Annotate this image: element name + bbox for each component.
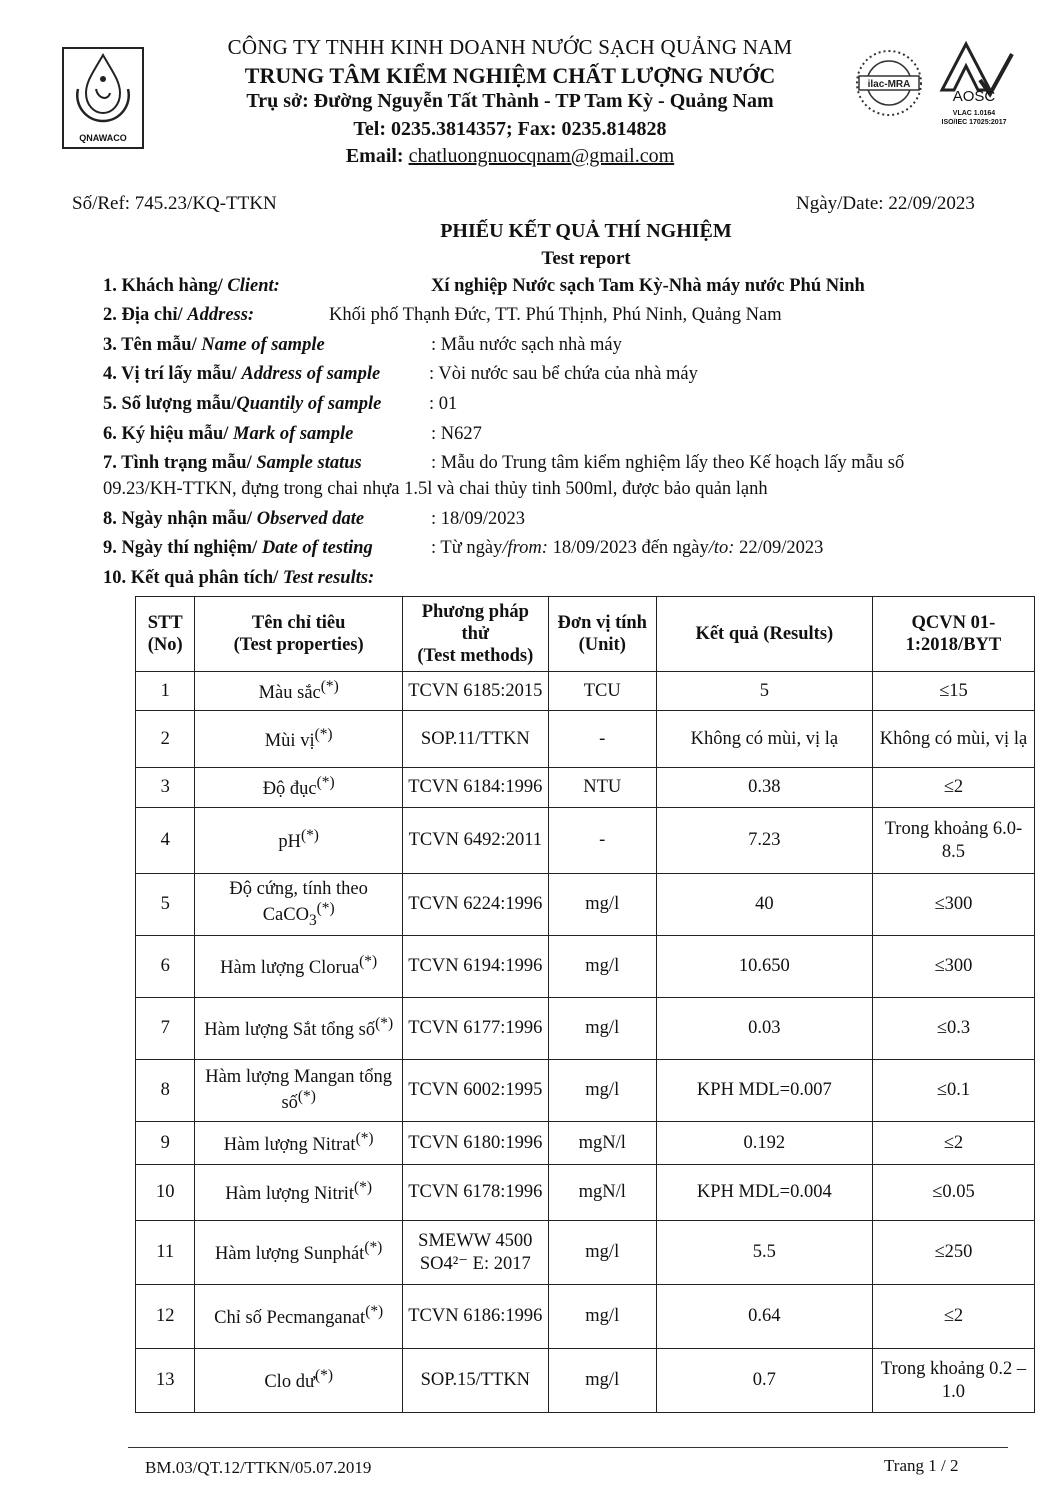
sample-status-value: : Mẫu do Trung tâm kiểm nghiệm lấy theo Kế hoạch lấy mẫu số — [431, 453, 905, 473]
sample-quantity-value: : 01 — [429, 394, 458, 414]
row-limit: ≤2 — [872, 768, 1034, 808]
row-result: 0.64 — [656, 1285, 872, 1349]
results-table — [135, 596, 1035, 1413]
row-name: Clo dư(*) — [195, 1349, 402, 1413]
report-title: PHIẾU KẾT QUẢ THÍ NGHIỆM — [440, 220, 732, 242]
row-unit: mg/l — [548, 1285, 656, 1349]
sample-name-row — [103, 335, 622, 356]
accredited-mark: (*) — [316, 900, 335, 918]
row-method: TCVN 6180:1996 — [402, 1122, 548, 1165]
row-unit: - — [548, 711, 656, 768]
row-no: 11 — [136, 1221, 195, 1285]
row-name: Màu sắc(*) — [195, 672, 402, 711]
ilac-mra-logo — [853, 47, 925, 119]
header-standard: QCVN 01-1:2018/BYT — [872, 597, 1034, 672]
address-row — [103, 305, 782, 326]
table-row — [136, 1285, 1035, 1349]
reference-number: Số/Ref: 745.23/KQ-TTKN — [72, 193, 277, 214]
sample-mark-row — [103, 424, 482, 445]
row-unit: - — [548, 808, 656, 874]
table-row — [136, 672, 1035, 711]
sample-status-value-cont: 09.23/KH-TTKN, đựng trong chai nhựa 1.5l và chai thủy tinh 500ml, được bảo quản lạnh — [103, 479, 768, 499]
ilac-text: ilac-MRA — [867, 79, 911, 90]
observed-date-label: 8. Ngày nhận mẫu/ Observed date — [103, 509, 365, 529]
row-limit: ≤2 — [872, 1122, 1034, 1165]
row-method: SOP.15/TTKN — [402, 1349, 548, 1413]
row-no: 12 — [136, 1285, 195, 1349]
email-label: Email: — [345, 145, 409, 167]
row-result: 0.192 — [656, 1122, 872, 1165]
header-unit: Đơn vị tính (Unit) — [548, 597, 656, 672]
observed-date-value: : 18/09/2023 — [431, 509, 526, 529]
row-limit: ≤2 — [872, 1285, 1034, 1349]
form-code: BM.03/QT.12/TTKN/05.07.2019 — [145, 1458, 372, 1477]
table-header-row — [136, 597, 1035, 672]
accredited-mark: (*) — [354, 1179, 372, 1197]
accredited-mark: (*) — [314, 1367, 333, 1385]
row-result: 5 — [656, 672, 872, 711]
testing-date-label: 9. Ngày thí nghiệm/ Date of testing — [103, 538, 373, 558]
header-name: Tên chỉ tiêu (Test properties) — [195, 597, 402, 672]
company-name: CÔNG TY TNHH KINH DOANH NƯỚC SẠCH QUẢNG NAM — [227, 35, 793, 59]
row-method: TCVN 6002:1995 — [402, 1060, 548, 1122]
row-method: TCVN 6224:1996 — [402, 874, 548, 936]
accredited-mark: (*) — [314, 725, 333, 743]
aosc-text: AOSC — [952, 88, 996, 105]
vilas-code: VLAC 1.0164 — [952, 110, 996, 117]
row-method: TCVN 6185:2015 — [402, 672, 548, 711]
aosc-logo — [930, 40, 1018, 135]
footer-divider — [128, 1447, 1008, 1448]
row-no: 9 — [136, 1122, 195, 1165]
client-value: Xí nghiệp Nước sạch Tam Kỳ-Nhà máy nước Phú Ninh — [431, 276, 865, 296]
row-name: Hàm lượng Nitrat(*) — [195, 1122, 402, 1165]
ilac-seal-icon — [853, 47, 925, 119]
row-no: 2 — [136, 711, 195, 768]
testing-date-row — [103, 538, 824, 559]
page-number: Trang 1 / 2 — [884, 1456, 959, 1475]
sample-status-row — [103, 453, 905, 474]
header-result: Kết quả (Results) — [656, 597, 872, 672]
row-limit: ≤15 — [872, 672, 1034, 711]
row-no: 7 — [136, 998, 195, 1060]
accredited-mark: (*) — [320, 677, 339, 695]
email-link[interactable]: chatluongnuocqnam@gmail.com — [408, 145, 675, 167]
row-name: Hàm lượng Nitrit(*) — [195, 1165, 402, 1221]
sample-quantity-row — [103, 394, 458, 415]
company-address: Trụ sở: Đường Nguyễn Tất Thành - TP Tam Kỳ - Quảng Nam — [246, 90, 774, 112]
row-unit: mg/l — [548, 936, 656, 998]
row-method: TCVN 6184:1996 — [402, 768, 548, 808]
logo-brand-text: QNAWACO — [79, 133, 127, 143]
table-row — [136, 874, 1035, 936]
table-row — [136, 1165, 1035, 1221]
row-no: 8 — [136, 1060, 195, 1122]
header-method: Phương pháp thử (Test methods) — [402, 597, 548, 672]
row-result: 0.7 — [656, 1349, 872, 1413]
accredited-mark: (*) — [316, 774, 335, 792]
row-name: Độ cứng, tính theo CaCO$_3$(*) — [195, 874, 402, 936]
row-unit: mg/l — [548, 1221, 656, 1285]
row-limit: Không có mùi, vị lạ — [872, 711, 1034, 768]
table-row — [136, 711, 1035, 768]
row-result: 5.5 — [656, 1221, 872, 1285]
accredited-mark: (*) — [355, 1129, 374, 1147]
row-name: pH(*) — [195, 808, 402, 874]
row-result: Không có mùi, vị lạ — [656, 711, 872, 768]
subscript: 3 — [308, 912, 317, 930]
row-limit: ≤0.05 — [872, 1165, 1034, 1221]
row-name: Hàm lượng Mangan tổng số(*) — [195, 1060, 402, 1122]
row-name: Hàm lượng Sắt tổng số(*) — [195, 998, 402, 1060]
accredited-mark: (*) — [297, 1088, 316, 1106]
sample-mark-value: : N627 — [431, 424, 482, 444]
center-name: TRUNG TÂM KIỂM NGHIỆM CHẤT LƯỢNG NƯỚC — [244, 63, 776, 88]
table-row — [136, 1122, 1035, 1165]
address-value: Khối phố Thạnh Đức, TT. Phú Thịnh, Phú Ninh, Quảng Nam — [329, 305, 782, 325]
row-no: 6 — [136, 936, 195, 998]
table-row — [136, 768, 1035, 808]
row-name: Độ đục(*) — [195, 768, 402, 808]
table-row — [136, 808, 1035, 874]
row-limit: ≤250 — [872, 1221, 1034, 1285]
row-method: TCVN 6177:1996 — [402, 998, 548, 1060]
accredited-mark: (*) — [300, 827, 319, 845]
row-result: 0.03 — [656, 998, 872, 1060]
sample-location-row — [103, 364, 698, 385]
row-name: Chỉ số Pecmanganat(*) — [195, 1285, 402, 1349]
row-result: KPH MDL=0.007 — [656, 1060, 872, 1122]
water-drop-logo-icon — [64, 49, 142, 129]
row-result: 10.650 — [656, 936, 872, 998]
row-no: 10 — [136, 1165, 195, 1221]
sample-location-label: 4. Vị trí lấy mẫu/ Address of sample — [103, 364, 381, 384]
sample-status-label: 7. Tình trạng mẫu/ Sample status — [103, 453, 362, 473]
client-row — [103, 276, 865, 297]
row-no: 4 — [136, 808, 195, 874]
table-row — [136, 936, 1035, 998]
company-email-line — [160, 145, 860, 168]
results-table-body — [136, 672, 1035, 1413]
row-method: TCVN 6186:1996 — [402, 1285, 548, 1349]
row-unit: mg/l — [548, 998, 656, 1060]
observed-date-row — [103, 509, 526, 530]
row-result: KPH MDL=0.004 — [656, 1165, 872, 1221]
row-no: 3 — [136, 768, 195, 808]
sample-mark-label: 6. Ký hiệu mẫu/ Mark of sample — [103, 424, 354, 444]
row-unit: mgN/l — [548, 1165, 656, 1221]
row-limit: ≤300 — [872, 936, 1034, 998]
sample-name-label: 3. Tên mẫu/ Name of sample — [103, 335, 325, 355]
company-logo — [62, 47, 144, 149]
row-name: Mùi vị(*) — [195, 711, 402, 768]
row-limit: ≤0.1 — [872, 1060, 1034, 1122]
row-unit: mgN/l — [548, 1122, 656, 1165]
table-row — [136, 998, 1035, 1060]
row-method: TCVN 6492:2011 — [402, 808, 548, 874]
sample-location-value: : Vòi nước sau bể chứa của nhà máy — [429, 364, 698, 384]
accredited-mark: (*) — [365, 1303, 384, 1321]
row-method: TCVN 6178:1996 — [402, 1165, 548, 1221]
row-name: Hàm lượng Sunphát(*) — [195, 1221, 402, 1285]
row-unit: TCU — [548, 672, 656, 711]
test-results-heading: 10. Kết quả phân tích/ Test results: — [103, 568, 375, 588]
row-result: 0.38 — [656, 768, 872, 808]
testing-date-value: : Từ ngày/from: 18/09/2023 đến ngày/to: 22/09/2023 — [431, 538, 824, 558]
row-method: SOP.11/TTKN — [402, 711, 548, 768]
header-stt: STT (No) — [136, 597, 195, 672]
table-row — [136, 1221, 1035, 1285]
table-row — [136, 1060, 1035, 1122]
row-limit: Trong khoảng 0.2 – 1.0 — [872, 1349, 1034, 1413]
row-name: Hàm lượng Clorua(*) — [195, 936, 402, 998]
row-unit: mg/l — [548, 1349, 656, 1413]
report-subtitle: Test report — [541, 248, 631, 269]
table-row — [136, 1349, 1035, 1413]
sample-quantity-label: 5. Số lượng mẫu/Quantily of sample — [103, 394, 382, 414]
row-method: SMEWW 4500 SO4²⁻ E: 2017 — [402, 1221, 548, 1285]
row-limit: Trong khoảng 6.0-8.5 — [872, 808, 1034, 874]
iso-code: ISO/IEC 17025:2017 — [941, 119, 1007, 126]
row-limit: ≤300 — [872, 874, 1034, 936]
row-unit: mg/l — [548, 1060, 656, 1122]
row-no: 13 — [136, 1349, 195, 1413]
row-result: 40 — [656, 874, 872, 936]
address-label: 2. Địa chỉ/ Address: — [103, 305, 255, 325]
accredited-mark: (*) — [359, 953, 378, 971]
client-label: 1. Khách hàng/ Client: — [103, 276, 280, 296]
accredited-mark: (*) — [364, 1239, 383, 1257]
row-no: 1 — [136, 672, 195, 711]
sample-name-value: : Mẫu nước sạch nhà máy — [431, 335, 622, 355]
row-no: 5 — [136, 874, 195, 936]
accredited-mark: (*) — [375, 1015, 394, 1033]
report-date: Ngày/Date: 22/09/2023 — [796, 193, 975, 214]
row-unit: NTU — [548, 768, 656, 808]
company-phone: Tel: 0235.3814357; Fax: 0235.814828 — [353, 118, 667, 140]
row-method: TCVN 6194:1996 — [402, 936, 548, 998]
row-result: 7.23 — [656, 808, 872, 874]
row-unit: mg/l — [548, 874, 656, 936]
row-limit: ≤0.3 — [872, 998, 1034, 1060]
